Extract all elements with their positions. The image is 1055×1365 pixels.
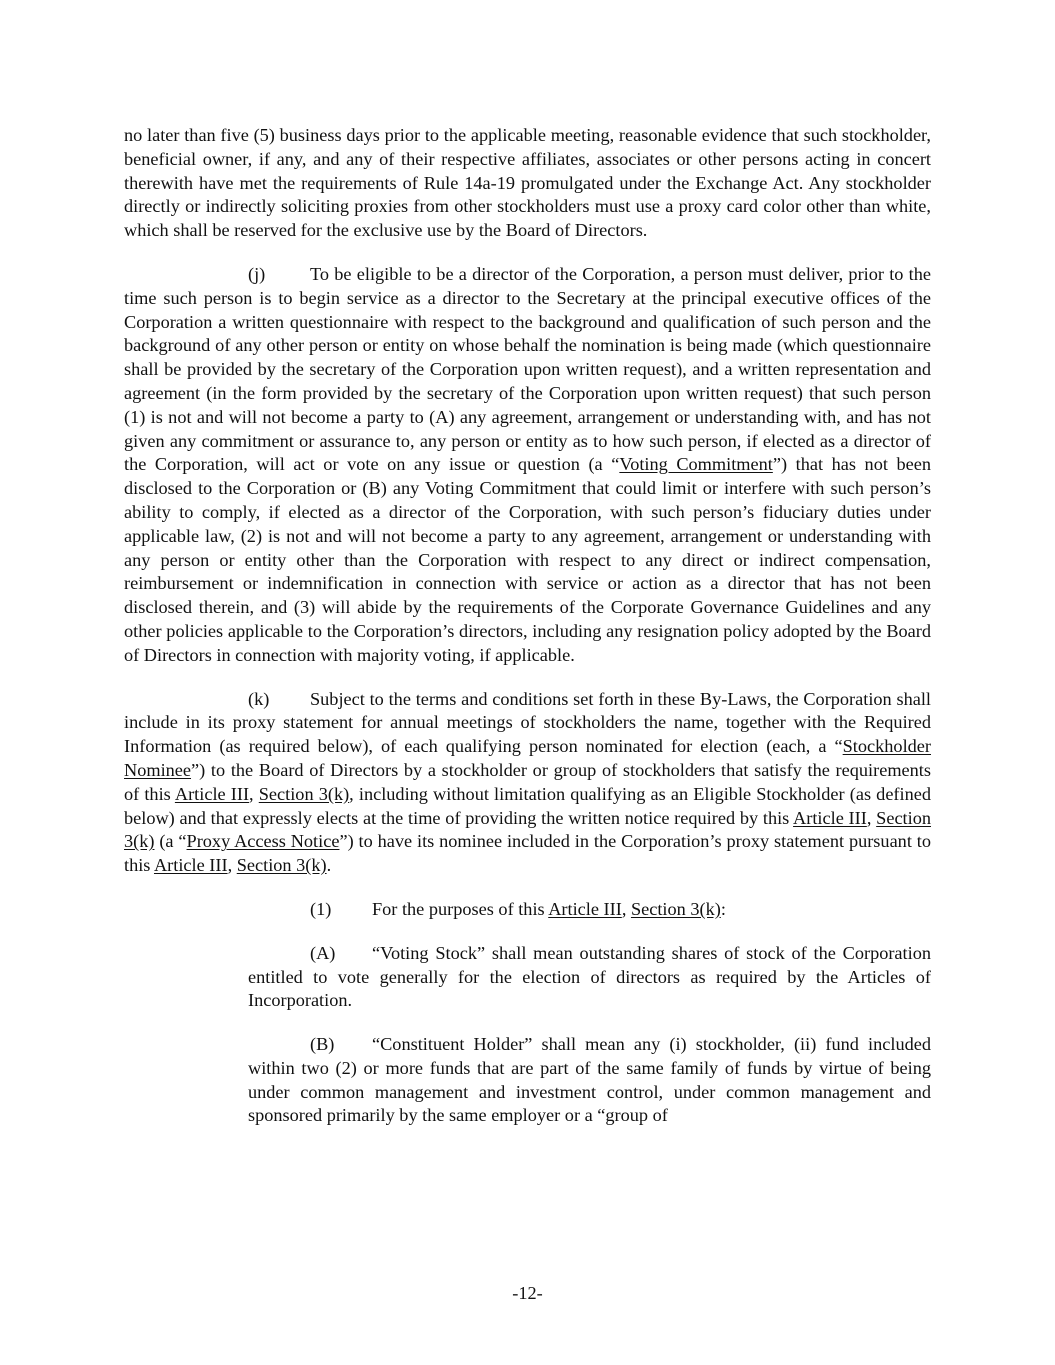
ref-article-iii-3: Article III bbox=[153, 855, 228, 876]
definition-a bbox=[248, 942, 931, 1013]
paragraph-k-text-3: , including without limitation qualifying as an Eligible Stockholder (as defined below) and that expressly elects at the time of providing the written notice required by this bbox=[124, 783, 931, 828]
paragraph-k-marker: (k) bbox=[248, 688, 270, 709]
definition-b bbox=[248, 1033, 931, 1128]
paragraph-i-continuation: no later than five (5) business days prior to the applicable meeting, reasonable evidence that such stockholder, beneficial owner, if any, and any of their respective affiliates, associates or other persons acting in concert therewith have met the requirements of Rule 14a-19 promulgated under the Exchange Act. Any stockholder directly or indirectly soliciting proxies from other stockholders must use a proxy card color other than white, which shall be reserved for the exclusive use by the Board of Directors. bbox=[124, 125, 931, 241]
paragraph-k-text-1: Subject to the terms and conditions set forth in these By-Laws, the Corporation shall include in its proxy statement for annual meetings of stockholders the name, together with the Required Information (as required below), of each qualifying person nominated for election (each, a “ bbox=[124, 688, 931, 757]
definition-b-text: “Constituent Holder” shall mean any (i) stockholder, (ii) fund included within two (2) or more funds that are part of the same family of funds by virtue of being under common management and investment control, under common management and sponsored primarily by the same employer or a “group of bbox=[248, 1034, 931, 1126]
paragraph-k-text-6: . bbox=[326, 855, 332, 876]
ref-section-3k-4: Section 3(k) bbox=[630, 898, 721, 919]
defined-term-stockholder-nominee: Stockholder Nominee bbox=[124, 736, 931, 780]
paragraph-k-text-5: ”) to have its nominee included in the Corporation’s proxy statement pursuant to this bbox=[124, 831, 931, 876]
definition-a-marker: (A) bbox=[310, 942, 336, 963]
paragraph-k-text-4: (a “ bbox=[154, 831, 187, 852]
paragraph-k-1-text-2: : bbox=[720, 898, 726, 919]
paragraph-k-1-text-1: For the purposes of this bbox=[372, 898, 549, 919]
paragraph-j bbox=[124, 263, 931, 668]
paragraph-k-1 bbox=[310, 898, 931, 922]
ref-separator-3: , bbox=[227, 855, 237, 876]
ref-separator-1: , bbox=[249, 783, 259, 804]
paragraph-k-text-2: ”) to the Board of Directors by a stockholder or group of stockholders that satisfy the requirements of this bbox=[124, 759, 931, 804]
ref-separator-4: , bbox=[621, 898, 631, 919]
definition-b-marker: (B) bbox=[310, 1034, 335, 1055]
ref-article-iii-4: Article III bbox=[548, 898, 622, 919]
definition-a-text: “Voting Stock” shall mean outstanding shares of stock of the Corporation entitled to vote generally for the election of directors as required by the Articles of Incorporation. bbox=[248, 942, 931, 1011]
ref-section-3k-2: Section 3(k) bbox=[124, 807, 931, 852]
defined-term-proxy-access-notice: Proxy Access Notice bbox=[186, 831, 340, 852]
ref-section-3k-1: Section 3(k) bbox=[258, 783, 350, 804]
ref-section-3k-3: Section 3(k) bbox=[236, 855, 327, 876]
page-number: -12- bbox=[512, 1283, 543, 1303]
paragraph-k bbox=[124, 688, 931, 878]
paragraph-j-text-2: ”) that has not been disclosed to the Corporation or (B) any Voting Commitment that could limit or interfere with such person’s ability to comply, if elected as a director of the Corporation, with such person’s fiduciary duties under applicable law, (2) is not and will not become a party to any agreement, arrangement or understanding with any person or entity other than the Corporation with respect to any direct or indirect compensation, reimbursement or indemnification in connection with service or action as a director that has not been disclosed therein, and (3) will abide by the requirements of the Corporate Governance Guidelines and any other policies applicable to the Corporation’s directors, including any resignation policy adopted by the Board of Directors in connection with majority voting, if applicable. bbox=[124, 454, 932, 665]
paragraph-j-marker: (j) bbox=[248, 263, 266, 284]
paragraph-j-text-1: To be eligible to be a director of the Corporation, a person must deliver, prior to the time such person is to begin service as a director to the Secretary at the principal executive offices of the Corporation a written questionnaire with respect to the background and qualification of such person and the background of any other person or entity on whose behalf the nomination is being made (which questionnaire shall be provided by the secretary of the Corporation upon written request), and a written representation and agreement (in the form provided by the secretary of the Corporation upon written request) that such person (1) is not and will not become a party to (A) any agreement, arrangement or understanding with, and has not given any commitment or assurance to, any person or entity as to how such person, if elected as a director of the Corporation, will act or vote on any issue or question (a “ bbox=[124, 263, 931, 475]
ref-article-iii-2: Article III bbox=[793, 807, 867, 828]
ref-separator-2: , bbox=[866, 807, 877, 828]
ref-article-iii-1: Article III bbox=[174, 783, 250, 804]
definitions-block bbox=[248, 942, 931, 1129]
defined-term-voting-commitment: Voting Commitment bbox=[619, 454, 773, 475]
paragraph-k-1-marker: (1) bbox=[310, 898, 332, 919]
document-page bbox=[124, 124, 931, 1148]
